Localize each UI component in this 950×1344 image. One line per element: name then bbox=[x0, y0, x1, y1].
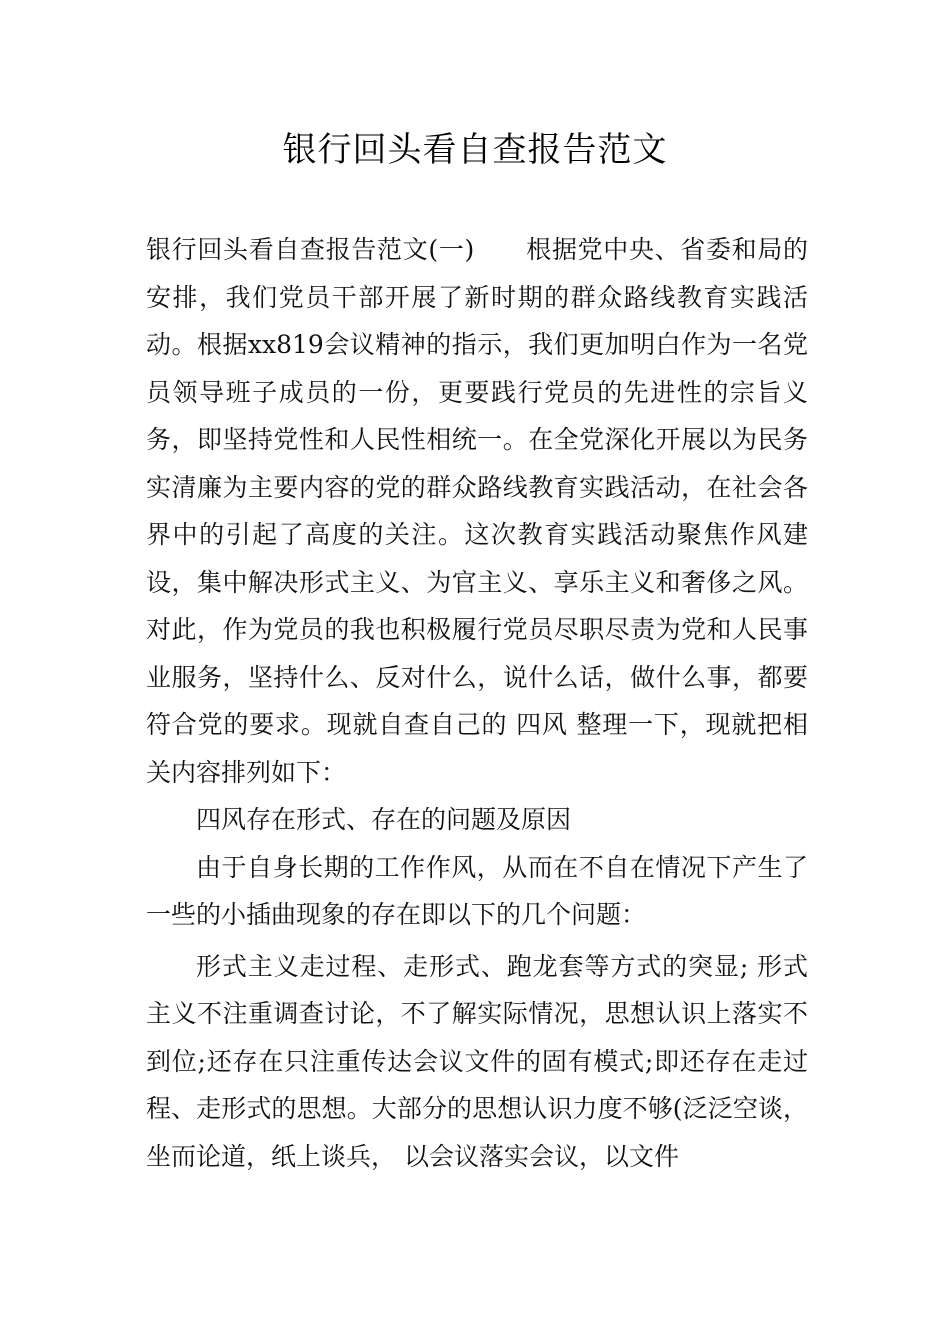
paragraph-2: 四风存在形式、存在的问题及原因 bbox=[196, 805, 572, 834]
paragraph-4: 形式主义走过程、走形式、跑龙套等方式的突显; 形式主义不注重调查讨论，不了解实际情况，思想认识上落实不到位;还存在只注重传达会议文件的固有模式;即还存在走过程、走形式的思想。大部分的思想认识力度不够(泛泛空谈，坐而论道，纸上谈兵， 以会议落实会议，以文件 bbox=[146, 951, 808, 1171]
paragraph-3: 由于自身长期的工作作风，从而在不自在情况下产生了一些的小插曲现象的存在即以下的几个问题： bbox=[146, 852, 808, 929]
document-body bbox=[146, 226, 808, 1180]
paragraph-1: 银行回头看自查报告范文(一) 根据党中央、省委和局的安排，我们党员干部开展了新时期的群众路线教育实践活动。根据xx819会议精神的指示，我们更加明白作为一名党员领导班子成员的一份，更要践行党员的先进性的宗旨义务，即坚持党性和人民性相统一。在全党深化开展以为民务实清廉为主要内容的党的群众路线教育实践活动，在社会各界中的引起了高度的关注。这次教育实践活动聚焦作风建设，集中解决形式主义、为官主义、享乐主义和奢侈之风。对此，作为党员的我也积极履行党员尽职尽责为党和人民事业服务，坚持什么、反对什么，说什么话，做什么事，都要符合党的要求。现就自查自己的 四风 整理一下，现就把相关内容排列如下： bbox=[146, 235, 808, 787]
document-title: 银行回头看自查报告范文 bbox=[282, 130, 668, 170]
